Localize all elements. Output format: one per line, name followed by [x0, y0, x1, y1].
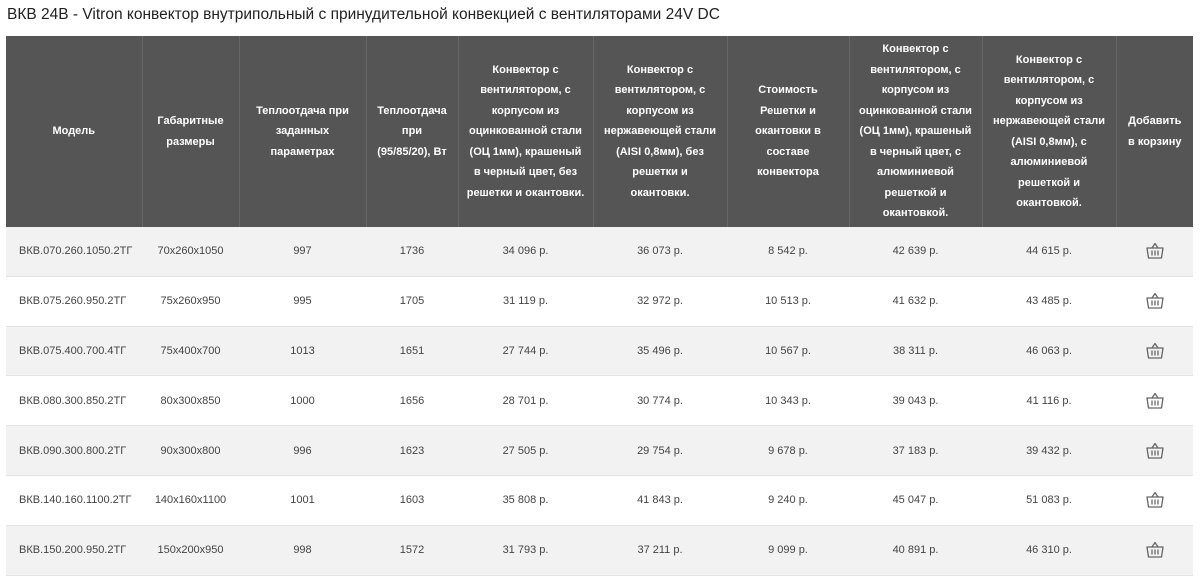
basket-icon[interactable]	[1145, 241, 1165, 261]
header-stainless-no-grille: Конвектор с вентилятором, с корпусом из нержавеющей стали (AISI 0,8мм), без решетки и окантовки.	[593, 36, 727, 227]
cell-heat-output-params: 997	[239, 227, 366, 276]
table-row	[6, 276, 1193, 326]
cell-price-galvanized-no-grille: 27 744 р.	[458, 326, 593, 376]
table-row	[6, 376, 1193, 426]
price-table-container	[6, 36, 1193, 576]
cell-price-stainless-no-grille: 29 754 р.	[593, 426, 727, 476]
cell-price-galvanized-no-grille: 31 119 р.	[458, 276, 593, 326]
cell-price-stainless-with-grille: 39 432 р.	[982, 426, 1116, 476]
cell-heat-output-958520: 1603	[366, 475, 458, 525]
cell-add-to-cart	[1116, 227, 1193, 276]
cell-price-stainless-no-grille: 30 774 р.	[593, 376, 727, 426]
cell-heat-output-params: 1013	[239, 326, 366, 376]
cell-price-grille: 8 542 р.	[727, 227, 849, 276]
cell-heat-output-params: 995	[239, 276, 366, 326]
cell-price-grille: 10 343 р.	[727, 376, 849, 426]
header-heat-output-958520: Теплоотдача при (95/85/20), Вт	[366, 36, 458, 227]
cell-add-to-cart	[1116, 376, 1193, 426]
basket-icon[interactable]	[1145, 341, 1165, 361]
header-stainless-with-grille: Конвектор с вентилятором, с корпусом из нержавеющей стали (AISI 0,8мм), с алюминиевой решеткой и окантовкой.	[982, 36, 1116, 227]
table-row	[6, 525, 1193, 575]
cell-heat-output-params: 996	[239, 426, 366, 476]
cell-dimensions: 150х200х950	[142, 525, 239, 575]
table-row	[6, 475, 1193, 525]
cell-price-grille: 9 240 р.	[727, 475, 849, 525]
cell-price-galvanized-with-grille: 45 047 р.	[849, 475, 982, 525]
basket-icon[interactable]	[1145, 391, 1165, 411]
cell-model: ВКВ.070.260.1050.2ТГ	[6, 227, 142, 276]
cell-heat-output-958520: 1736	[366, 227, 458, 276]
cell-price-stainless-with-grille: 44 615 р.	[982, 227, 1116, 276]
cell-price-grille: 9 678 р.	[727, 426, 849, 476]
header-heat-output-params: Теплоотдача при заданных параметрах	[239, 36, 366, 227]
basket-icon[interactable]	[1145, 291, 1165, 311]
cell-price-stainless-with-grille: 41 116 р.	[982, 376, 1116, 426]
table-row	[6, 227, 1193, 276]
cell-price-galvanized-with-grille: 41 632 р.	[849, 276, 982, 326]
cell-heat-output-params: 1000	[239, 376, 366, 426]
cell-price-galvanized-with-grille: 40 891 р.	[849, 525, 982, 575]
cell-heat-output-params: 1001	[239, 475, 366, 525]
cell-price-stainless-with-grille: 51 083 р.	[982, 475, 1116, 525]
cell-price-galvanized-with-grille: 37 183 р.	[849, 426, 982, 476]
cell-dimensions: 70х260х1050	[142, 227, 239, 276]
table-row	[6, 326, 1193, 376]
cell-price-stainless-with-grille: 43 485 р.	[982, 276, 1116, 326]
cell-dimensions: 75х400х700	[142, 326, 239, 376]
cell-add-to-cart	[1116, 326, 1193, 376]
cell-model: ВКВ.080.300.850.2ТГ	[6, 376, 142, 426]
cell-price-stainless-no-grille: 32 972 р.	[593, 276, 727, 326]
cell-dimensions: 80х300х850	[142, 376, 239, 426]
cell-price-grille: 10 513 р.	[727, 276, 849, 326]
cell-price-galvanized-no-grille: 28 701 р.	[458, 376, 593, 426]
cell-price-galvanized-no-grille: 35 808 р.	[458, 475, 593, 525]
header-model: Модель	[6, 36, 142, 227]
cell-price-galvanized-with-grille: 39 043 р.	[849, 376, 982, 426]
cell-model: ВКВ.075.260.950.2ТГ	[6, 276, 142, 326]
cell-dimensions: 90х300х800	[142, 426, 239, 476]
cell-model: ВКВ.075.400.700.4ТГ	[6, 326, 142, 376]
cell-model: ВКВ.150.200.950.2ТГ	[6, 525, 142, 575]
cell-heat-output-958520: 1623	[366, 426, 458, 476]
basket-icon[interactable]	[1145, 490, 1165, 510]
cell-price-galvanized-no-grille: 27 505 р.	[458, 426, 593, 476]
header-dimensions: Габаритные размеры	[142, 36, 239, 227]
cell-price-galvanized-no-grille: 34 096 р.	[458, 227, 593, 276]
cell-price-stainless-no-grille: 36 073 р.	[593, 227, 727, 276]
price-table	[6, 36, 1193, 576]
table-row	[6, 426, 1193, 476]
cell-model: ВКВ.090.300.800.2ТГ	[6, 426, 142, 476]
cell-heat-output-958520: 1572	[366, 525, 458, 575]
header-galvanized-with-grille: Конвектор с вентилятором, с корпусом из оцинкованной стали (ОЦ 1мм), крашеный в черный цвет, с алюминиевой решеткой и окантовкой.	[849, 36, 982, 227]
cell-price-grille: 10 567 р.	[727, 326, 849, 376]
cell-price-galvanized-with-grille: 42 639 р.	[849, 227, 982, 276]
cell-heat-output-958520: 1705	[366, 276, 458, 326]
cell-heat-output-958520: 1651	[366, 326, 458, 376]
table-body	[6, 227, 1193, 575]
cell-price-galvanized-no-grille: 31 793 р.	[458, 525, 593, 575]
cell-add-to-cart	[1116, 426, 1193, 476]
header-galvanized-no-grille: Конвектор с вентилятором, с корпусом из оцинкованной стали (ОЦ 1мм), крашеный в черный цвет, без решетки и окантовки.	[458, 36, 593, 227]
cell-model: ВКВ.140.160.1100.2ТГ	[6, 475, 142, 525]
cell-dimensions: 75х260х950	[142, 276, 239, 326]
header-add-to-cart: Добавить в корзину	[1116, 36, 1193, 227]
cell-heat-output-958520: 1656	[366, 376, 458, 426]
cell-price-stainless-with-grille: 46 310 р.	[982, 525, 1116, 575]
page-title: ВКВ 24В - Vitron конвектор внутрипольный с принудительной конвекцией с вентиляторами 24V DC	[7, 6, 720, 23]
cell-add-to-cart	[1116, 276, 1193, 326]
cell-heat-output-params: 998	[239, 525, 366, 575]
cell-price-grille: 9 099 р.	[727, 525, 849, 575]
cell-price-stainless-no-grille: 37 211 р.	[593, 525, 727, 575]
cell-add-to-cart	[1116, 525, 1193, 575]
header-grille-cost: Стоимость Решетки и окантовки в составе конвектора	[727, 36, 849, 227]
basket-icon[interactable]	[1145, 441, 1165, 461]
cell-price-galvanized-with-grille: 38 311 р.	[849, 326, 982, 376]
cell-price-stainless-no-grille: 41 843 р.	[593, 475, 727, 525]
cell-price-stainless-no-grille: 35 496 р.	[593, 326, 727, 376]
cell-price-stainless-with-grille: 46 063 р.	[982, 326, 1116, 376]
cell-add-to-cart	[1116, 475, 1193, 525]
basket-icon[interactable]	[1145, 540, 1165, 560]
cell-dimensions: 140х160х1100	[142, 475, 239, 525]
table-header-row	[6, 36, 1193, 227]
